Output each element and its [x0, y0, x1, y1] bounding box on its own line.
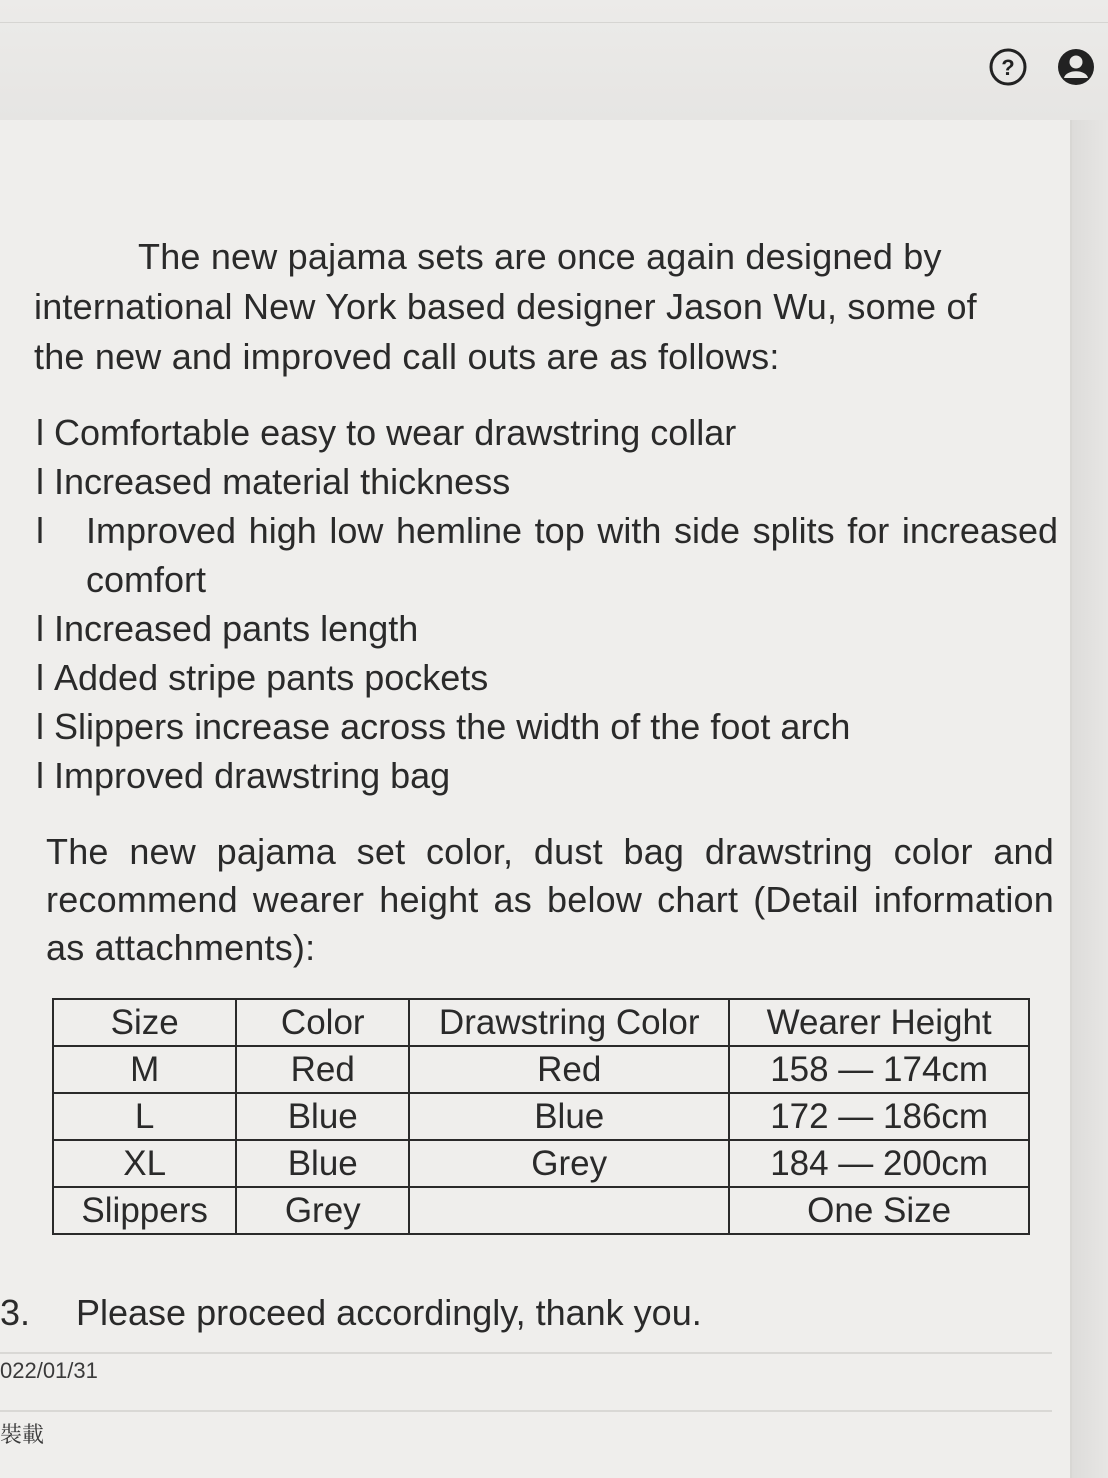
size-chart-table: [52, 998, 1030, 1235]
top-divider: [0, 22, 1108, 23]
table-header-row: [53, 999, 1029, 1046]
cell-size: L: [53, 1093, 236, 1140]
date-value: 022/01/31: [0, 1358, 98, 1383]
table-row: [53, 1093, 1029, 1140]
header-size: Size: [53, 999, 236, 1046]
cell-size: M: [53, 1046, 236, 1093]
row-divider: [0, 1352, 1052, 1354]
header-wearer-height: Wearer Height: [729, 999, 1029, 1046]
question-circle-icon[interactable]: [988, 47, 1028, 87]
intro-line-3: the new and improved call outs are as follows:: [34, 336, 780, 377]
bullet-mark: l: [36, 755, 44, 796]
list-item: [36, 408, 1058, 457]
list-item-text: Comfortable easy to wear drawstring collar: [54, 412, 737, 453]
list-item: [36, 751, 1058, 800]
bullet-mark: l: [36, 510, 44, 551]
cell-size: Slippers: [53, 1187, 236, 1234]
header-color: Color: [236, 999, 409, 1046]
cell-drawstring-color: Blue: [409, 1093, 729, 1140]
cell-wearer-height: 184 — 200cm: [729, 1140, 1029, 1187]
list-item: [36, 506, 1058, 604]
list-item: [36, 457, 1058, 506]
list-item-text: Increased material thickness: [54, 461, 511, 502]
list-item-text: Improved drawstring bag: [54, 755, 451, 796]
bullet-mark: l: [36, 706, 44, 747]
cell-color: Blue: [236, 1140, 409, 1187]
panel-edge: [1072, 120, 1108, 1478]
closing-item-number: 3.: [0, 1292, 31, 1333]
cell-size: XL: [53, 1140, 236, 1187]
closing-text: Please proceed accordingly, thank you.: [76, 1292, 702, 1333]
user-avatar-icon[interactable]: [1056, 47, 1096, 87]
cell-wearer-height: 158 — 174cm: [729, 1046, 1029, 1093]
cell-drawstring-color: Red: [409, 1046, 729, 1093]
cell-color: Blue: [236, 1093, 409, 1140]
intro-line-2: international New York based designer Jason Wu, some of: [34, 286, 977, 327]
bullet-mark: l: [36, 608, 44, 649]
bullet-mark: l: [36, 461, 44, 502]
list-item-text: Improved high low hemline top with side splits for increased comfort: [86, 510, 1058, 600]
top-bar: [0, 0, 1108, 120]
cjk-label: 裝載: [0, 1422, 45, 1447]
list-item-text: Slippers increase across the width of the foot arch: [54, 706, 851, 747]
intro-line-1: The new pajama sets are once again designed by: [138, 236, 942, 277]
cell-wearer-height: One Size: [729, 1187, 1029, 1234]
bullet-mark: l: [36, 412, 44, 453]
list-item: [36, 653, 1058, 702]
cell-drawstring-color: [409, 1187, 729, 1234]
cell-wearer-height: 172 — 186cm: [729, 1093, 1029, 1140]
table-row: [53, 1140, 1029, 1187]
header-drawstring-color: Drawstring Color: [409, 999, 729, 1046]
list-item: [36, 604, 1058, 653]
svg-text:?: ?: [1001, 55, 1015, 80]
table-row: [53, 1187, 1029, 1234]
list-item: [36, 702, 1058, 751]
cell-color: Grey: [236, 1187, 409, 1234]
chart-intro-paragraph: The new pajama set color, dust bag drawstring color and recommend wearer height as below chart (Detail information as attachments):: [46, 831, 1054, 968]
intro-paragraph: [34, 232, 1056, 382]
list-item-text: Added stripe pants pockets: [54, 657, 489, 698]
feature-list: [36, 408, 1058, 800]
row-divider: [0, 1410, 1052, 1412]
bullet-mark: l: [36, 657, 44, 698]
list-item-text: Increased pants length: [54, 608, 419, 649]
cell-color: Red: [236, 1046, 409, 1093]
table-row: [53, 1046, 1029, 1093]
cell-drawstring-color: Grey: [409, 1140, 729, 1187]
